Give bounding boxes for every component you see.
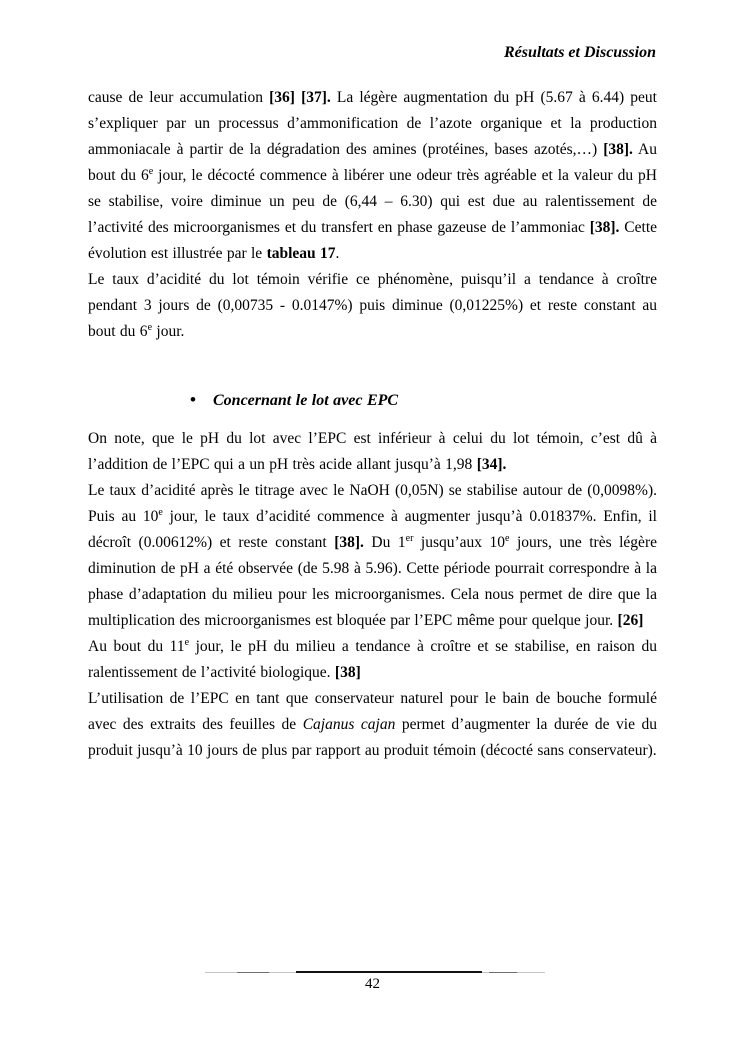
text-segment: jusqu’aux 10: [413, 534, 506, 551]
text-segment: e: [148, 165, 154, 177]
text-segment: [26]: [617, 612, 644, 629]
text-segment: Le taux d’acidité du lot témoin vérifie ce phénomène, puisqu’il a tendance à croître pendant 3 jours de (0,00735 - 0.0147%) puis diminue (0,01225%) et reste constant au bout du 6: [88, 271, 657, 340]
text-segment: Au bout du 11: [88, 638, 185, 655]
text-segment: Cajanus cajan: [302, 716, 396, 733]
footer-rule: [296, 971, 482, 973]
text-segment: [38].: [334, 534, 364, 551]
text-segment: La légère augmentation du pH (5.67 à 6.44) peut s’expliquer par un processus d’ammonification de l’azote organique et la production ammoniacale à partir de la dégradation des amines (protéines, bases azotés,…): [88, 89, 657, 158]
text-segment: jours, une très légère diminution de pH a été observée (de 5.98 à 5.96). Cette période pourrait correspondre à la phase d’adaptation du milieu pour les microorganismes. Cela nous permet de dire que la multiplication des microorganismes est bloquée par l’EPC même pour quelque jour.: [88, 534, 657, 629]
text-segment: [38].: [603, 141, 633, 158]
text-segment: Du 1: [363, 534, 406, 551]
text-segment: [38].: [589, 219, 620, 236]
text-segment: [34].: [476, 456, 507, 473]
text-segment: [38]: [334, 664, 361, 681]
text-segment: Cette évolution est illustrée par le: [88, 219, 657, 262]
text-segment: cause de leur accumulation: [88, 89, 270, 106]
text-segment: e: [147, 321, 153, 333]
bullet-heading: [88, 387, 657, 414]
text-segment: jour, le pH du milieu a tendance à croître et se stabilise, en raison du ralentissement de l’activité biologique.: [88, 638, 657, 681]
footer-rule: [489, 972, 517, 973]
text-segment: Le taux d’acidité après le titrage avec le NaOH (0,05N) se stabilise autour de (0,0098%). Puis au 10: [88, 482, 657, 525]
footer-rule: [237, 972, 269, 973]
text-segment: permet d’augmenter la durée de vie du produit jusqu’à 10 jours de plus par rapport au produit témoin (décocté sans conservateur).: [88, 716, 658, 759]
text-segment: er: [405, 532, 414, 544]
text-segment: L’utilisation de l’EPC en tant que conservateur naturel pour le bain de bouche formulé avec des extraits des feuilles de: [88, 690, 657, 733]
bullet-heading-label: [213, 392, 398, 409]
page-number: 42: [365, 976, 380, 992]
text-segment: jour, le décocté commence à libérer une odeur très agréable et la valeur du pH se stabilise, voire diminue un peu de (6,44 – 6.30) qui est due au ralentissement de l’activité des microorganismes et du transfert en phase gazeuse de l’ammoniac: [88, 167, 657, 236]
text-segment: .: [335, 245, 340, 262]
text-segment: e: [184, 636, 190, 648]
text-segment: jour, le taux d’acidité commence à augmenter jusqu’à 0.01837%. Enfin, il décroît (0.00612%) et reste constant: [88, 508, 657, 551]
paragraph: [88, 686, 657, 764]
paragraph: [88, 85, 657, 267]
paragraph: [88, 426, 657, 478]
text-segment: e: [505, 532, 510, 544]
text-segment: On note, que le pH du lot avec l’EPC est inférieur à celui du lot témoin, c’est dû à l’addition de l’EPC qui a un pH très acide allant jusqu’à 1,98: [88, 430, 657, 473]
bullet-icon: •: [190, 390, 196, 409]
text-segment: Au bout du 6: [88, 141, 657, 184]
text-segment: jour.: [152, 323, 185, 340]
paragraph: [88, 634, 657, 686]
text-segment: tableau 17: [266, 245, 336, 262]
page-body: [88, 85, 657, 764]
text-segment: Concernant le lot avec EPC: [213, 392, 399, 409]
text-segment: [36] [37].: [269, 89, 331, 106]
text-segment: e: [158, 506, 163, 518]
running-head: Résultats et Discussion: [503, 44, 656, 61]
paragraph: [88, 478, 657, 634]
paragraph: [88, 267, 657, 345]
